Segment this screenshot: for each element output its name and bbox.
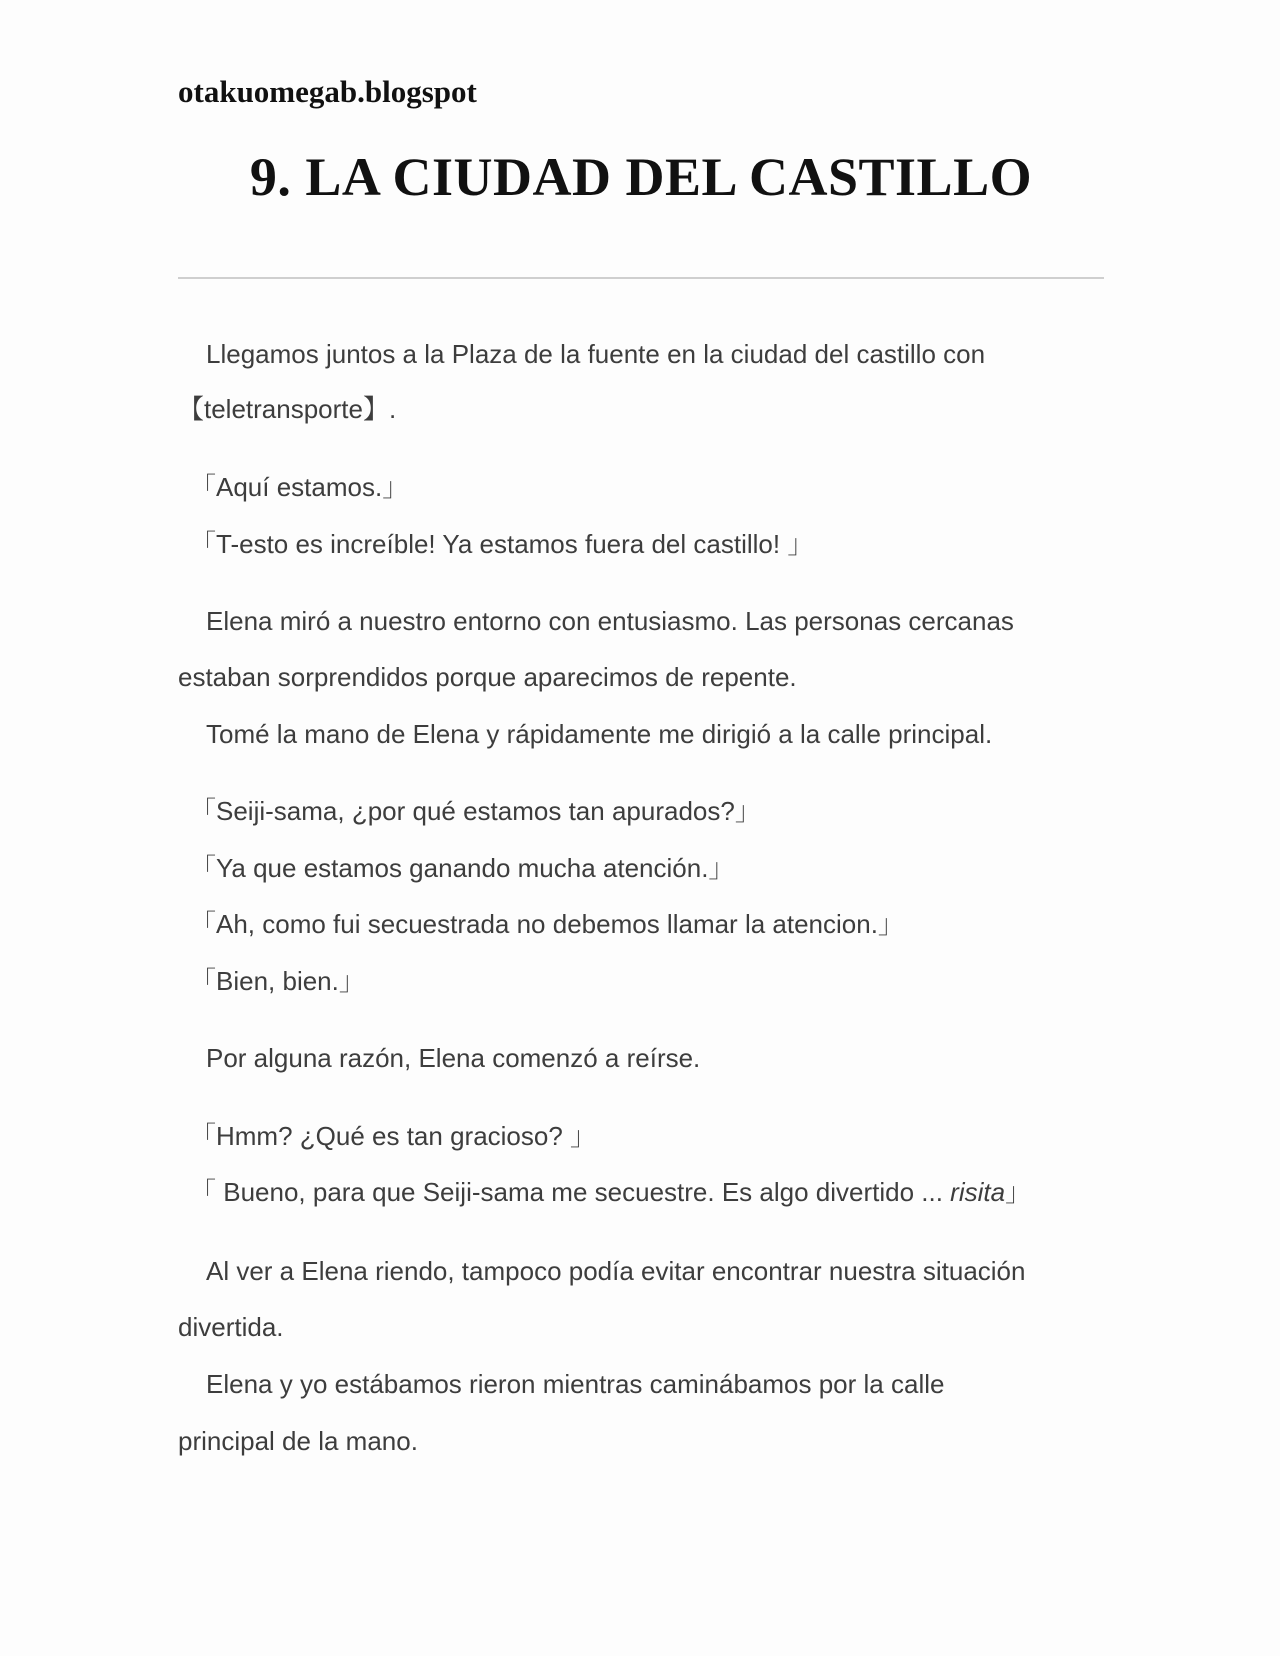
paragraph-line: Elena y yo estábamos rieron mientras caminábamos por la calle — [206, 1369, 945, 1399]
paragraph-line: principal de la mano. — [178, 1426, 418, 1456]
site-name: otakuomegab.blogspot — [178, 74, 477, 109]
paragraph-line: Tomé la mano de Elena y rápidamente me dirigió a la calle principal. — [206, 719, 993, 749]
dialogue-line — [190, 1176, 1031, 1208]
divider — [178, 277, 1104, 279]
paragraph-line: divertida. — [178, 1312, 284, 1342]
paragraph-line: Al ver a Elena riendo, tampoco podía evitar encontrar nuestra situación — [206, 1256, 1026, 1286]
dialogue-line: 「Seiji-sama, ¿por qué estamos tan apurados?」 — [190, 796, 761, 826]
paragraph-line: Por alguna razón, Elena comenzó a reírse. — [206, 1043, 701, 1073]
paragraph-line: 【teletransporte】. — [178, 394, 397, 424]
paragraph-line: estaban sorprendidos porque aparecimos de repente. — [178, 662, 797, 692]
dialogue-line: 「T-esto es increíble! Ya estamos fuera del castillo! 」 — [190, 529, 814, 559]
dialogue-line: 「Ya que estamos ganando mucha atención.」 — [190, 853, 735, 883]
dialogue-line: 「Aquí estamos.」 — [190, 472, 409, 502]
chapter-title: 9. LA CIUDAD DEL CASTILLO — [249, 147, 1033, 207]
paragraph-line: Llegamos juntos a la Plaza de la fuente en la ciudad del castillo con — [206, 339, 986, 369]
dialogue-line: 「Bien, bien.」 — [190, 966, 365, 996]
dialogue-text: 「 Bueno, para que Seiji-sama me secuestre. Es algo divertido ... — [190, 1177, 951, 1207]
paragraph-line: Elena miró a nuestro entorno con entusiasmo. Las personas cercanas — [206, 606, 1014, 636]
dialogue-line: 「Ah, como fui secuestrada no debemos llamar la atencion.」 — [190, 909, 904, 939]
italic-word: risita — [950, 1177, 1006, 1207]
dialogue-close: 」 — [1005, 1177, 1032, 1207]
dialogue-line: 「Hmm? ¿Qué es tan gracioso? 」 — [190, 1121, 597, 1151]
